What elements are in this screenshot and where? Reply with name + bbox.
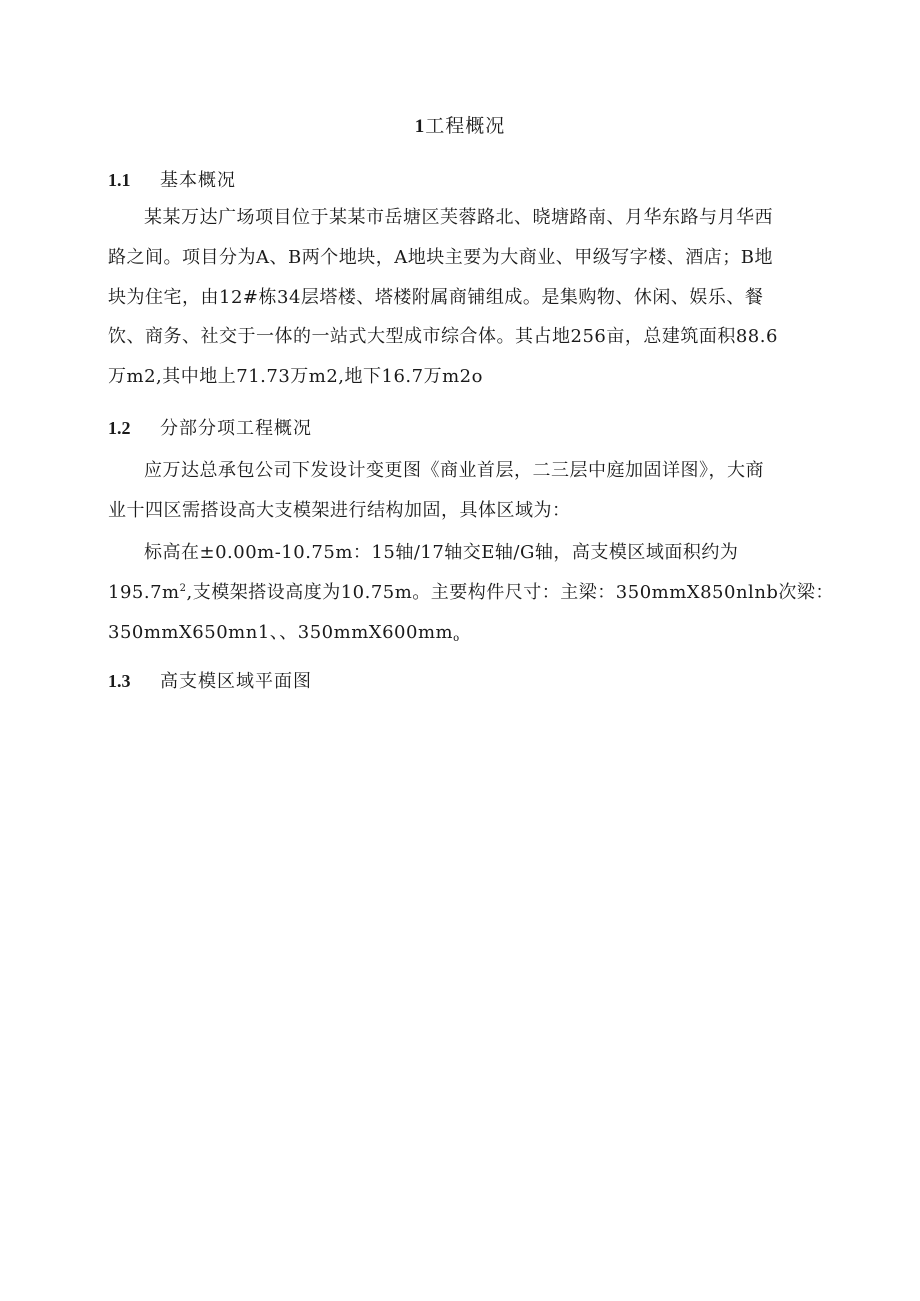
paragraph-line: 业十四区需搭设高大支模架进行结构加固，具体区域为： — [108, 500, 571, 521]
paragraph-line — [108, 618, 828, 648]
line-subscript: o — [453, 633, 460, 644]
section-heading-1-1 — [108, 166, 236, 195]
line-text: 350mmX650mn1、、350mmX600mm — [108, 622, 454, 643]
section-title: 分部分项工程概况 — [160, 418, 312, 439]
area-value: 195.7m — [108, 582, 180, 603]
paragraph-line — [108, 578, 834, 608]
title-number: 1 — [414, 116, 426, 137]
section-title: 基本概况 — [160, 170, 236, 191]
section-heading-1-2 — [108, 414, 312, 443]
title-text: 工程概况 — [425, 115, 506, 137]
paragraph-line: 路之间。项目分为A、B两个地块，A地块主要为大商业、甲级写字楼、酒店；B地 — [108, 247, 773, 268]
section-number: 1.3 — [108, 671, 131, 691]
paragraph-line: 块为住宅，由12#栋34层塔楼、塔楼附属商铺组成。是集购物、休闲、娱乐、餐 — [108, 287, 764, 308]
paragraph-line: 标高在±0.00m-10.75m：15轴/17轴交E轴/G轴，高支模区域面积约为 — [144, 542, 739, 563]
area-unit-superscript: 2 — [179, 583, 187, 594]
paragraph-line: 万m2,其中地上71.73万m2,地下16.7万m2o — [108, 366, 483, 387]
document-title — [0, 112, 920, 141]
section-number: 1.2 — [108, 418, 131, 438]
section-heading-1-3 — [108, 667, 312, 696]
line-text: ,支模架搭设高度为10.75m。主要构件尺寸：主梁：350mmX850nlnb次梁： — [186, 582, 834, 603]
paragraph-line: 饮、商务、社交于一体的一站式大型成市综合体。其占地256亩，总建筑面积88.6 — [108, 326, 778, 347]
section-number: 1.1 — [108, 170, 131, 190]
section-title: 高支模区域平面图 — [160, 671, 312, 692]
paragraph-line: 某某万达广场项目位于某某市岳塘区芙蓉路北、晓塘路南、月华东路与月华西 — [144, 207, 773, 228]
paragraph-line: 应万达总承包公司下发设计变更图《商业首层，二三层中庭加固详图》，大商 — [144, 460, 764, 481]
